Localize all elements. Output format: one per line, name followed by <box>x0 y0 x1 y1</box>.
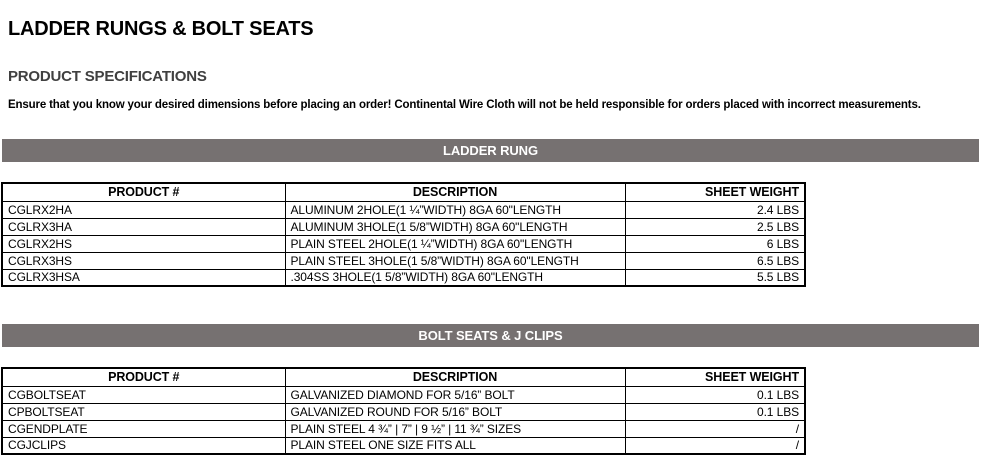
table-row <box>2 386 805 403</box>
product-number-cell: CGBOLTSEAT <box>2 386 285 403</box>
sheet-weight-cell: 5.5 LBS <box>625 269 805 286</box>
product-number-cell: CGLRX3HA <box>2 218 285 235</box>
product-number-cell: CGENDPLATE <box>2 420 285 437</box>
table-row <box>2 269 805 286</box>
table-header-row <box>2 368 805 386</box>
section-header-ladder-rung: LADDER RUNG <box>2 139 979 162</box>
bolt-seats-table <box>1 367 806 455</box>
product-number-cell: CPBOLTSEAT <box>2 403 285 420</box>
sheet-weight-cell: / <box>625 420 805 437</box>
sheet-weight-cell: 6.5 LBS <box>625 252 805 269</box>
product-number-cell: CGLRX3HS <box>2 252 285 269</box>
description-cell: ALUMINUM 3HOLE(1 5/8”WIDTH) 8GA 60"LENGTH <box>285 218 625 235</box>
table-row <box>2 437 805 454</box>
sheet-weight-cell: 6 LBS <box>625 235 805 252</box>
description-cell: GALVANIZED ROUND FOR 5/16” BOLT <box>285 403 625 420</box>
product-number-cell: CGJCLIPS <box>2 437 285 454</box>
column-header-product: PRODUCT # <box>2 368 285 386</box>
column-header-description: DESCRIPTION <box>285 368 625 386</box>
product-number-cell: CGLRX2HS <box>2 235 285 252</box>
description-cell: .304SS 3HOLE(1 5/8”WIDTH) 8GA 60"LENGTH <box>285 269 625 286</box>
description-cell: PLAIN STEEL 4 ¾” | 7” | 9 ½” | 11 ¾” SIZES <box>285 420 625 437</box>
column-header-sheet-weight: SHEET WEIGHT <box>625 368 805 386</box>
table-header-row <box>2 183 805 201</box>
sheet-weight-cell: 0.1 LBS <box>625 403 805 420</box>
warning-text: Ensure that you know your desired dimensions before placing an order! Continental Wire Cloth will not be held responsible for orders placed with incorrect measurements. <box>8 99 921 111</box>
table-row <box>2 201 805 218</box>
description-cell: ALUMINUM 2HOLE(1 ¼”WIDTH) 8GA 60"LENGTH <box>285 201 625 218</box>
table-row <box>2 235 805 252</box>
column-header-sheet-weight: SHEET WEIGHT <box>625 183 805 201</box>
table-row <box>2 218 805 235</box>
column-header-description: DESCRIPTION <box>285 183 625 201</box>
sheet-weight-cell: 0.1 LBS <box>625 386 805 403</box>
product-number-cell: CGLRX2HA <box>2 201 285 218</box>
description-cell: GALVANIZED DIAMOND FOR 5/16” BOLT <box>285 386 625 403</box>
section-subtitle: PRODUCT SPECIFICATIONS <box>8 68 207 86</box>
table-row <box>2 420 805 437</box>
description-cell: PLAIN STEEL 3HOLE(1 5/8”WIDTH) 8GA 60"LENGTH <box>285 252 625 269</box>
sheet-weight-cell: 2.4 LBS <box>625 201 805 218</box>
column-header-product: PRODUCT # <box>2 183 285 201</box>
description-cell: PLAIN STEEL 2HOLE(1 ¼”WIDTH) 8GA 60"LENGTH <box>285 235 625 252</box>
table-row <box>2 252 805 269</box>
product-number-cell: CGLRX3HSA <box>2 269 285 286</box>
description-cell: PLAIN STEEL ONE SIZE FITS ALL <box>285 437 625 454</box>
sheet-weight-cell: 2.5 LBS <box>625 218 805 235</box>
ladder-rung-table <box>1 182 806 287</box>
page-title: LADDER RUNGS & BOLT SEATS <box>8 18 314 41</box>
table-row <box>2 403 805 420</box>
sheet-weight-cell: / <box>625 437 805 454</box>
section-header-bolt-seats: BOLT SEATS & J CLIPS <box>2 324 979 347</box>
